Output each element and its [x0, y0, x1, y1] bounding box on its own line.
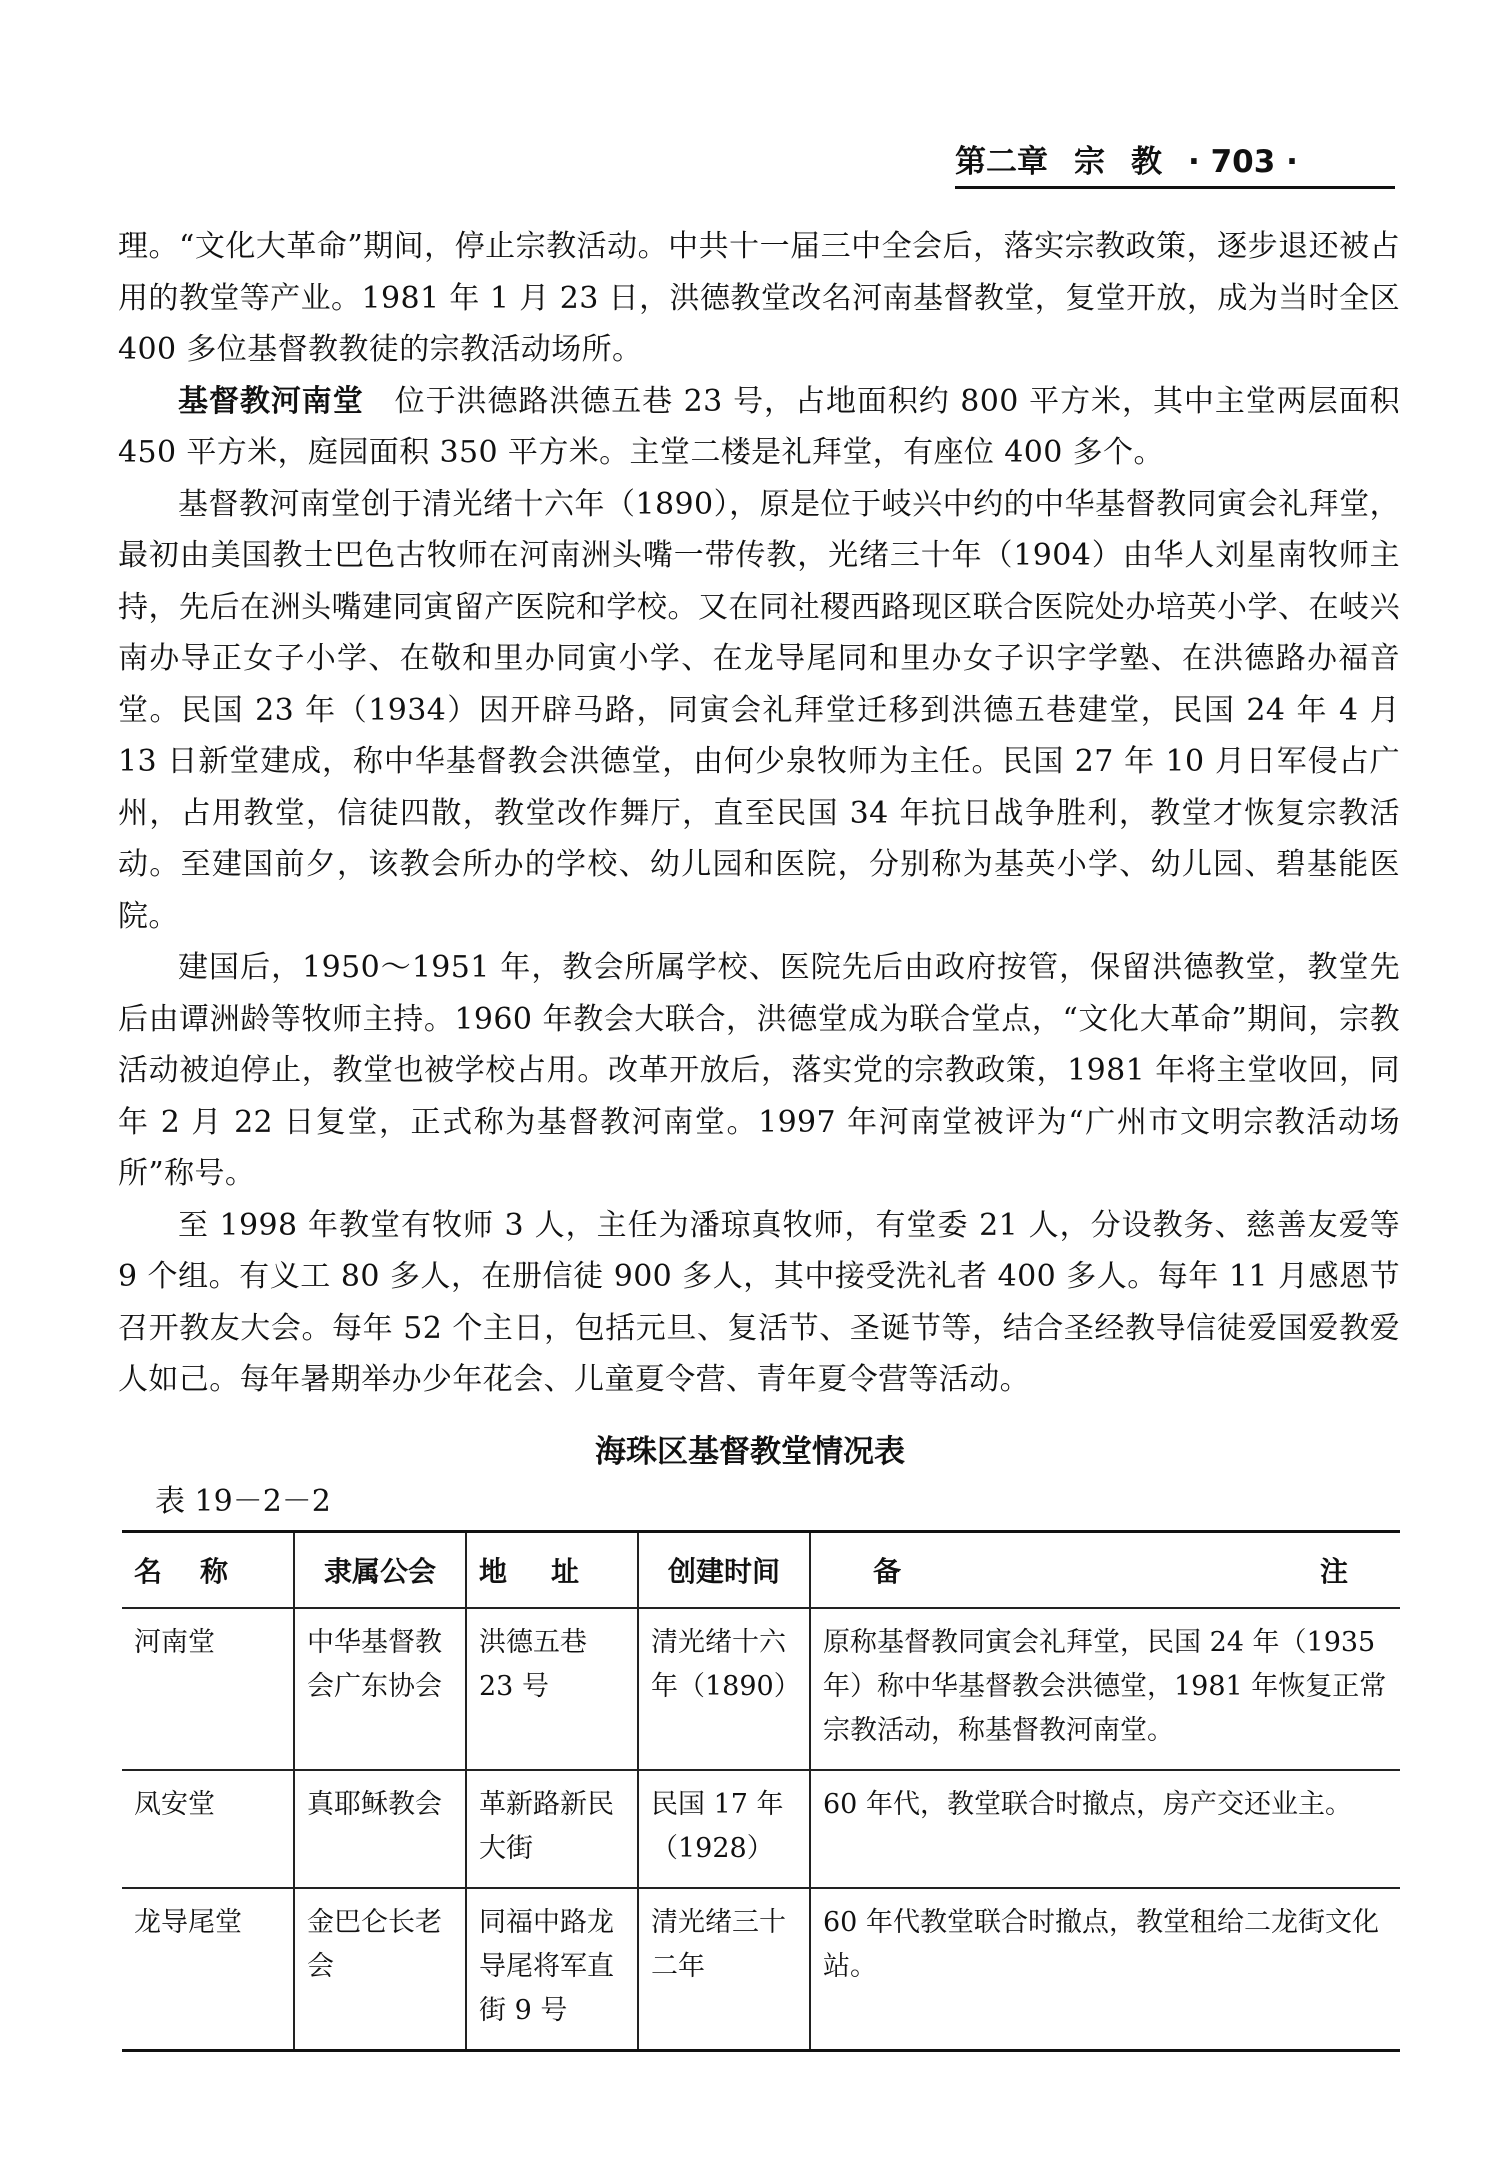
cell-address: 同福中路龙导尾将军直街 9 号	[466, 1888, 638, 2051]
cell-name: 龙导尾堂	[122, 1888, 294, 2051]
chapter-title-part1: 宗	[1074, 144, 1105, 180]
paragraph-3: 基督教河南堂创于清光绪十六年（1890），原是位于岐兴中约的中华基督教同寅会礼拜堂，最初由美国教士巴色古牧师在河南洲头嘴一带传教，光绪三十年（1904）由华人刘星南牧师主持，先后在洲头嘴建同寅留产医院和学校。又在同社稷西路现区联合医院处办培英小学、在岐兴南办导正女子小学、在敬和里办同寅小学、在龙导尾同和里办女子识字学塾、在洪德路办福音堂。民国 23 年（1934）因开辟马路，同寅会礼拜堂迁移到洪德五巷建堂，民国 24 年 4 月 13 日新堂建成，称中华基督教会洪德堂，由何少泉牧师为主任。民国 27 年 10 月日军侵占广州，占用教堂，信徒四散，教堂改作舞厅，直至民国 34 年抗日战争胜利，教堂才恢复宗教活动。至建国前夕，该教会所办的学校、幼儿园和医院，分别称为基英小学、幼儿园、碧基能医院。	[118, 486, 1400, 934]
header-name: 名称	[122, 1532, 294, 1609]
paragraph-1: 理。“文化大革命”期间，停止宗教活动。中共十一届三中全会后，落实宗教政策，逐步退还被占用的教堂等产业。1981 年 1 月 23 日，洪德教堂改名河南基督教堂，复堂开放，成为当时全区 400 多位基督教教徒的宗教活动场所。	[118, 229, 1400, 367]
header-rule	[955, 186, 1395, 189]
paragraph-2-lead: 基督教河南堂	[178, 383, 364, 419]
table-row	[122, 1888, 1400, 2051]
cell-association: 中华基督教会广东协会	[294, 1608, 466, 1770]
cell-association: 金巴仑长老会	[294, 1888, 466, 2051]
chapter-title-part2: 教	[1131, 144, 1162, 180]
running-header	[955, 138, 1395, 186]
cell-notes: 60 年代教堂联合时撤点，教堂租给二龙街文化站。	[810, 1888, 1400, 2051]
church-table	[122, 1530, 1400, 2052]
cell-founded: 清光绪三十二年	[638, 1888, 810, 2051]
table-header-row	[122, 1532, 1400, 1609]
cell-association: 真耶稣教会	[294, 1770, 466, 1888]
cell-founded: 清光绪十六年（1890）	[638, 1608, 810, 1770]
cell-notes: 60 年代，教堂联合时撤点，房产交还业主。	[810, 1770, 1400, 1888]
table-row	[122, 1770, 1400, 1888]
page-number: · 703 ·	[1188, 144, 1298, 180]
cell-name: 河南堂	[122, 1608, 294, 1770]
cell-name: 凤安堂	[122, 1770, 294, 1888]
cell-notes: 原称基督教同寅会礼拜堂，民国 24 年（1935 年）称中华基督教会洪德堂，1981 年恢复正常宗教活动，称基督教河南堂。	[810, 1608, 1400, 1770]
cell-address: 革新路新民大街	[466, 1770, 638, 1888]
paragraph-4: 建国后，1950～1951 年，教会所属学校、医院先后由政府按管，保留洪德教堂，教堂先后由谭洲龄等牧师主持。1960 年教会大联合，洪德堂成为联合堂点，“文化大革命”期间，宗教活动被迫停止，教堂也被学校占用。改革开放后，落实党的宗教政策，1981 年将主堂收回，同年 2 月 22 日复堂，正式称为基督教河南堂。1997 年河南堂被评为“广州市文明宗教活动场所”称号。	[118, 950, 1400, 1191]
cell-address: 洪德五巷 23 号	[466, 1608, 638, 1770]
header-association: 隶属公会	[294, 1532, 466, 1609]
table-row	[122, 1608, 1400, 1770]
chapter-label: 第二章	[955, 144, 1048, 180]
header-notes	[810, 1532, 1400, 1609]
cell-founded: 民国 17 年（1928）	[638, 1770, 810, 1888]
paragraph-5: 至 1998 年教堂有牧师 3 人，主任为潘琼真牧师，有堂委 21 人，分设教务、慈善友爱等 9 个组。有义工 80 多人，在册信徒 900 多人，其中接受洗礼者 400 多人。每年 11 月感恩节召开教友大会。每年 52 个主日，包括元旦、复活节、圣诞节等，结合圣经教导信徒爱国爱教爱人如己。每年暑期举办少年花会、儿童夏令营、青年夏令营等活动。	[118, 1207, 1400, 1397]
table-number: 表 19－2－2	[155, 1484, 331, 1519]
header-founded: 创建时间	[638, 1532, 810, 1609]
paragraph-2	[118, 376, 1400, 479]
header-notes-a: 备	[873, 1555, 902, 1588]
header-notes-b: 注	[1319, 1555, 1348, 1588]
body-text	[118, 221, 1400, 1406]
header-address: 地址	[466, 1532, 638, 1609]
table-title: 海珠区基督教堂情况表	[595, 1434, 905, 1470]
paragraph-2-text: 位于洪德路洪德五巷 23 号，占地面积约 800 平方米，其中主堂两层面积 450 平方米，庭园面积 350 平方米。主堂二楼是礼拜堂，有座位 400 多个。	[118, 383, 1400, 470]
